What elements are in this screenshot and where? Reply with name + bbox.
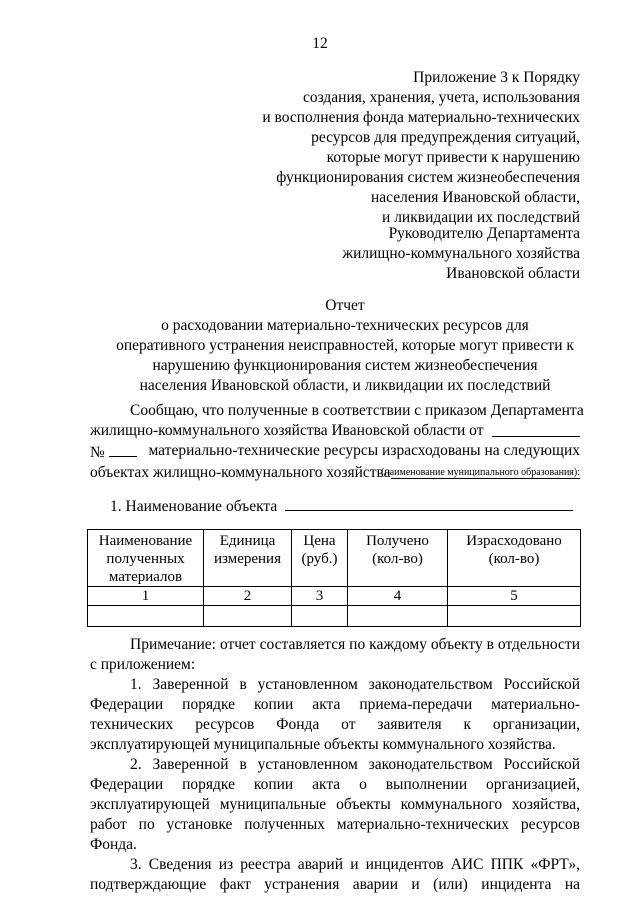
appendix-line: ресурсов для предупреждения ситуаций, xyxy=(311,129,580,146)
table-cell[interactable] xyxy=(448,606,581,627)
paragraph-text: объектах жилищно-коммунального хозяйства xyxy=(90,464,391,481)
report-subtitle-line: нарушению функционирования систем жизнеобеспечения xyxy=(152,357,538,374)
notes-item: 1. Заверенной в установленном законодательством Российской Федерации порядке копии акта приема-передачи материально-технических ресурсов Фонда от заявителя к организации, эксплуатирующей муниципальные объекты коммунального хозяйства. xyxy=(90,676,580,753)
table-column-number: 3 xyxy=(292,587,348,606)
table-number-row xyxy=(88,587,581,606)
table-header-row xyxy=(88,530,581,587)
paragraph-text: жилищно-коммунального хозяйства Ивановской области от xyxy=(90,422,484,439)
appendix-line: и восполнения фонда материально-технических xyxy=(262,109,580,126)
table-column-number: 5 xyxy=(448,587,581,606)
table-cell[interactable] xyxy=(292,606,348,627)
notes-item: 2. Заверенной в установленном законодательством Российской Федерации порядке копии акта о выполнении организацией, эксплуатирующей муниципальные объекты коммунального хозяйства, работ по установке полученных материально-технических ресурсов Фонда. xyxy=(90,756,580,853)
table-cell[interactable] xyxy=(348,606,448,627)
paragraph-line xyxy=(90,441,580,463)
table-header-cell: Цена (руб.) xyxy=(292,530,348,587)
number-sign: № xyxy=(90,444,105,461)
report-subtitle-line: оперативного устранения неисправностей, которые могут привести к xyxy=(116,337,574,354)
table-empty-row xyxy=(88,606,581,627)
page-number: 12 xyxy=(312,35,328,52)
appendix-line: функционирования систем жизнеобеспечения xyxy=(276,169,580,186)
addressee-line: Ивановской области xyxy=(446,265,580,282)
notes-item: 3. Сведения из реестра аварий и инцидентов АИС ППК «ФРТ», подтверждающие факт устранения аварии и (или) инцидента на xyxy=(90,856,580,893)
object-name-label: 1. Наименование объекта xyxy=(110,498,278,515)
materials-table xyxy=(87,529,581,627)
date-field-blank[interactable] xyxy=(492,421,580,437)
table-header-cell: Израсходовано (кол-во) xyxy=(448,530,581,587)
notes-intro: Примечание: отчет составляется по каждому объекту в отдельности с приложением: xyxy=(90,636,580,673)
order-number-blank[interactable] xyxy=(109,441,137,457)
addressee-block xyxy=(342,224,580,284)
table-cell[interactable] xyxy=(204,606,292,627)
table-header-cell: Получено (кол-во) xyxy=(348,530,448,587)
report-title: Отчет xyxy=(325,297,365,314)
table-header-cell: Единица измерения xyxy=(204,530,292,587)
appendix-line: населения Ивановской области, xyxy=(370,189,580,206)
appendix-line: Приложение 3 к Порядку xyxy=(413,69,580,86)
appendix-line: и ликвидации их последствий xyxy=(382,209,580,226)
table-cell[interactable] xyxy=(88,606,204,627)
object-name-row xyxy=(110,495,573,517)
addressee-line: жилищно-коммунального хозяйства xyxy=(342,245,580,262)
paragraph-line xyxy=(90,421,580,441)
report-subtitle-line: о расходовании материально-технических ресурсов для xyxy=(161,317,529,334)
paragraph-line: Сообщаю, что полученные в соответствии с приказом Департамента xyxy=(130,402,584,419)
report-subtitle-line: населения Ивановской области, и ликвидации их последствий xyxy=(139,377,551,394)
table-column-number: 1 xyxy=(88,587,204,606)
appendix-line: которые могут привести к нарушению xyxy=(326,149,580,166)
notes-section xyxy=(90,635,580,895)
paragraph-text xyxy=(90,441,137,463)
municipality-hint: (наименование муниципального образования): xyxy=(381,467,580,478)
addressee-line: Руководителю Департамента xyxy=(388,225,580,242)
appendix-line: создания, хранения, учета, использования xyxy=(302,89,580,106)
paragraph-text: материально-технические ресурсы израсходованы на следующих xyxy=(148,442,580,459)
report-heading xyxy=(0,296,640,396)
object-name-blank[interactable] xyxy=(285,495,573,511)
table-column-number: 2 xyxy=(204,587,292,606)
table-column-number: 4 xyxy=(348,587,448,606)
table-header-cell: Наименование полученных материалов xyxy=(88,530,204,587)
appendix-header xyxy=(262,68,580,228)
